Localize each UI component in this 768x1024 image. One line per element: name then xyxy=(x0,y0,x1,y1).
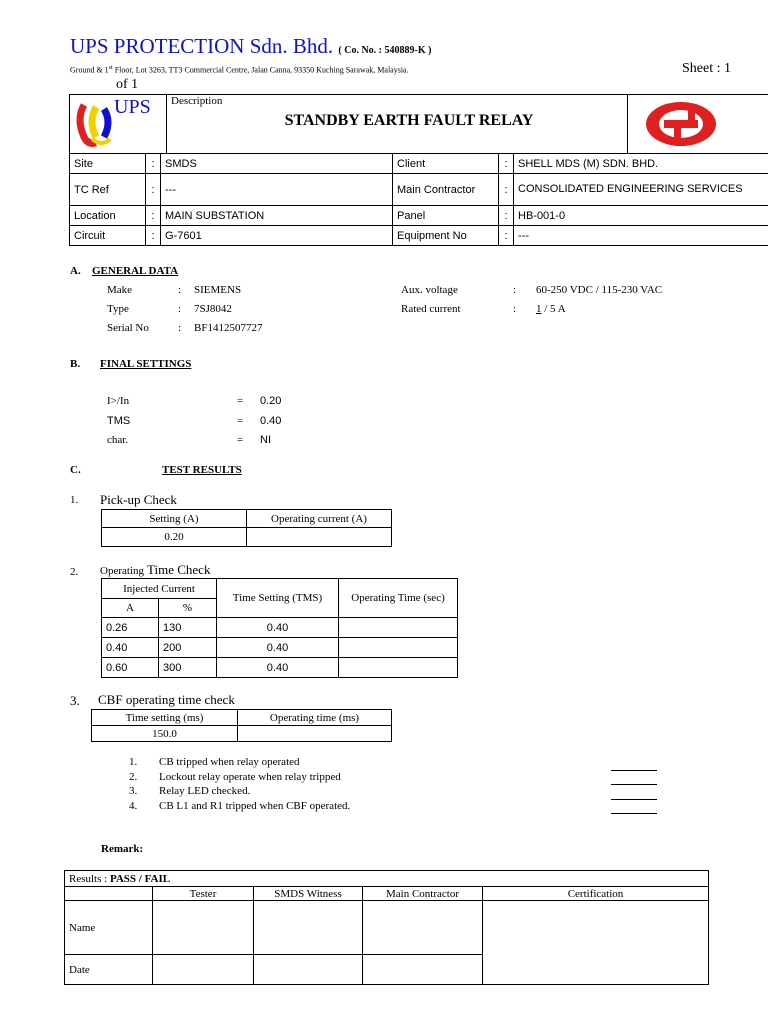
section-a-title: GENERAL DATA xyxy=(92,265,179,277)
info-label: Equipment No xyxy=(393,226,499,246)
setting-equals: = xyxy=(237,395,244,407)
info-colon: : xyxy=(146,174,161,206)
signoff-table xyxy=(64,870,709,985)
info-value: --- xyxy=(514,226,768,246)
general-make-value: SIEMENS xyxy=(194,284,242,296)
cbf-table xyxy=(91,709,392,742)
results-cell xyxy=(65,871,709,887)
check-text: CB tripped when relay operated xyxy=(159,756,300,768)
check-blank-line[interactable] xyxy=(611,799,657,800)
info-row xyxy=(70,154,768,174)
info-value: HB-001-0 xyxy=(514,206,768,226)
info-value: MAIN SUBSTATION xyxy=(161,206,393,226)
optime-ts: 0.40 xyxy=(217,638,339,658)
info-colon: : xyxy=(499,174,514,206)
info-row xyxy=(70,174,768,206)
general-colon: : xyxy=(178,284,182,296)
signoff-certification[interactable] xyxy=(483,901,709,985)
results-label: Results : xyxy=(69,872,110,885)
ups-logo xyxy=(74,97,164,151)
info-label: Main Contractor xyxy=(393,174,499,206)
optime-a: 0.60 xyxy=(102,658,159,678)
info-label: Panel xyxy=(393,206,499,226)
check-blank-line[interactable] xyxy=(611,813,657,814)
info-row xyxy=(70,206,768,226)
results-value: PASS / FAIL xyxy=(109,872,171,885)
signoff-date-label: Date xyxy=(65,955,153,985)
general-rated-label: Rated current xyxy=(401,303,461,315)
check-number: 2. xyxy=(129,771,138,783)
info-label: Location xyxy=(70,206,146,226)
rated-selected: 1 xyxy=(536,303,542,315)
table-row xyxy=(102,618,458,638)
optime-ts: 0.40 xyxy=(217,618,339,638)
info-value: CONSOLIDATED ENGINEERING SERVICES xyxy=(514,174,768,206)
optime-title xyxy=(100,562,210,578)
section-c-title: TEST RESULTS xyxy=(162,464,242,476)
signoff-name-contractor[interactable] xyxy=(363,901,483,955)
setting-label: TMS xyxy=(107,415,131,427)
setting-value: 0.20 xyxy=(260,395,282,407)
general-colon: : xyxy=(178,322,182,334)
pickup-table xyxy=(101,509,392,547)
cbf-header-operating: Operating time (ms) xyxy=(238,710,392,726)
general-make-label: Make xyxy=(107,284,133,296)
table-row xyxy=(102,638,458,658)
general-colon: : xyxy=(513,284,517,296)
header-box xyxy=(69,94,768,154)
optime-header-pct: % xyxy=(159,599,217,618)
header-divider-right xyxy=(627,95,628,153)
ces-logo-graphic xyxy=(644,101,718,147)
cbf-number: 3. xyxy=(70,693,80,708)
check-number: 3. xyxy=(129,785,138,797)
setting-value: 0.40 xyxy=(260,415,282,427)
sheet-of: of 1 xyxy=(116,77,139,92)
general-colon: : xyxy=(178,303,182,315)
section-a-number: A. xyxy=(70,265,81,277)
address-sup: st xyxy=(108,65,113,71)
section-c-number: C. xyxy=(70,464,81,476)
cbf-operating-value xyxy=(238,726,392,742)
optime-header-injected: Injected Current xyxy=(102,579,217,599)
info-colon: : xyxy=(146,206,161,226)
info-value: SMDS xyxy=(161,154,393,174)
general-colon: : xyxy=(513,303,517,315)
optime-header-ts: Time Setting (TMS) xyxy=(217,579,339,618)
info-colon: : xyxy=(499,154,514,174)
rated-rest: / 5 A xyxy=(541,303,566,315)
optime-table xyxy=(101,578,458,678)
info-colon: : xyxy=(146,154,161,174)
ups-logo-text: UPS xyxy=(114,96,151,118)
pickup-title: Pick-up Check xyxy=(100,492,177,507)
optime-header-ot: Operating Time (sec) xyxy=(339,579,458,618)
general-aux-value: 60-250 VDC / 115-230 VAC xyxy=(536,284,663,296)
signoff-col-smds: SMDS Witness xyxy=(254,887,363,901)
company-title: UPS PROTECTION Sdn. Bhd. xyxy=(70,34,334,58)
general-rated-value xyxy=(536,303,566,315)
check-text: Lockout relay operate when relay tripped xyxy=(159,771,341,783)
optime-a: 0.40 xyxy=(102,638,159,658)
optime-ts: 0.40 xyxy=(217,658,339,678)
signoff-col-certification: Certification xyxy=(483,887,709,901)
info-label: Circuit xyxy=(70,226,146,246)
info-colon: : xyxy=(499,206,514,226)
signoff-name-smds[interactable] xyxy=(254,901,363,955)
info-value: G-7601 xyxy=(161,226,393,246)
optime-title-b: Time Check xyxy=(143,562,211,577)
check-number: 1. xyxy=(129,756,138,768)
signoff-date-contractor[interactable] xyxy=(363,955,483,985)
address-part: Ground & 1 xyxy=(70,65,109,75)
signoff-col-tester: Tester xyxy=(153,887,254,901)
info-table xyxy=(69,153,768,246)
setting-equals: = xyxy=(237,415,244,427)
optime-pct: 200 xyxy=(159,638,217,658)
general-type-value: 7SJ8042 xyxy=(194,303,232,315)
info-label: Client xyxy=(393,154,499,174)
check-number: 4. xyxy=(129,800,138,812)
cbf-setting-value: 150.0 xyxy=(92,726,238,742)
ces-logo xyxy=(644,101,718,147)
check-blank-line[interactable] xyxy=(611,770,657,771)
info-label: TC Ref xyxy=(70,174,146,206)
signoff-col-contractor: Main Contractor xyxy=(363,887,483,901)
document-title: STANDBY EARTH FAULT RELAY xyxy=(284,112,534,129)
setting-equals: = xyxy=(237,434,244,446)
signoff-date-smds[interactable] xyxy=(254,955,363,985)
section-b-number: B. xyxy=(70,358,81,370)
info-colon: : xyxy=(499,226,514,246)
optime-header-a: A xyxy=(102,599,159,618)
description-label: Description xyxy=(171,95,223,107)
info-label: Site xyxy=(70,154,146,174)
general-aux-label: Aux. voltage xyxy=(401,284,458,296)
optime-ot xyxy=(339,618,458,638)
info-value: --- xyxy=(161,174,393,206)
setting-value: NI xyxy=(260,434,271,446)
cbf-title: CBF operating time check xyxy=(98,692,235,707)
info-colon: : xyxy=(146,226,161,246)
optime-ot xyxy=(339,658,458,678)
pickup-header-operating: Operating current (A) xyxy=(247,510,392,528)
optime-pct: 300 xyxy=(159,658,217,678)
signoff-date-tester[interactable] xyxy=(153,955,254,985)
check-blank-line[interactable] xyxy=(611,784,657,785)
check-text: Relay LED checked. xyxy=(159,785,251,797)
pickup-header-setting: Setting (A) xyxy=(102,510,247,528)
address-part-2: Floor, Lot 3263, TT3 Commercial Centre, Jalan Canna, 93350 Kuching Sarawak, Malaysia. xyxy=(112,65,409,75)
pickup-number: 1. xyxy=(70,494,79,506)
setting-label: char. xyxy=(107,434,129,446)
setting-label: I>/In xyxy=(107,395,130,407)
info-row xyxy=(70,226,768,246)
general-type-label: Type xyxy=(107,303,129,315)
info-value: SHELL MDS (M) SDN. BHD. xyxy=(514,154,768,174)
sheet-number: Sheet : 1 xyxy=(682,61,731,76)
general-serial-value: BF1412507727 xyxy=(194,322,263,334)
general-serial-label: Serial No xyxy=(107,322,149,334)
pickup-setting-value: 0.20 xyxy=(102,528,247,547)
cbf-header-setting: Time setting (ms) xyxy=(92,710,238,726)
table-row xyxy=(102,658,458,678)
company-number: ( Co. No. : 540889-K ) xyxy=(338,45,432,56)
company-address xyxy=(70,65,409,75)
check-text: CB L1 and R1 tripped when CBF operated. xyxy=(159,800,351,812)
optime-number: 2. xyxy=(70,566,79,578)
signoff-blank-header xyxy=(65,887,153,901)
company-name xyxy=(70,34,431,59)
optime-pct: 130 xyxy=(159,618,217,638)
optime-ot xyxy=(339,638,458,658)
signoff-name-tester[interactable] xyxy=(153,901,254,955)
optime-a: 0.26 xyxy=(102,618,159,638)
remark-label: Remark: xyxy=(101,843,144,855)
signoff-name-label: Name xyxy=(65,901,153,955)
pickup-operating-value xyxy=(247,528,392,547)
section-b-title: FINAL SETTINGS xyxy=(100,358,192,370)
optime-title-a: Operating xyxy=(100,565,144,577)
